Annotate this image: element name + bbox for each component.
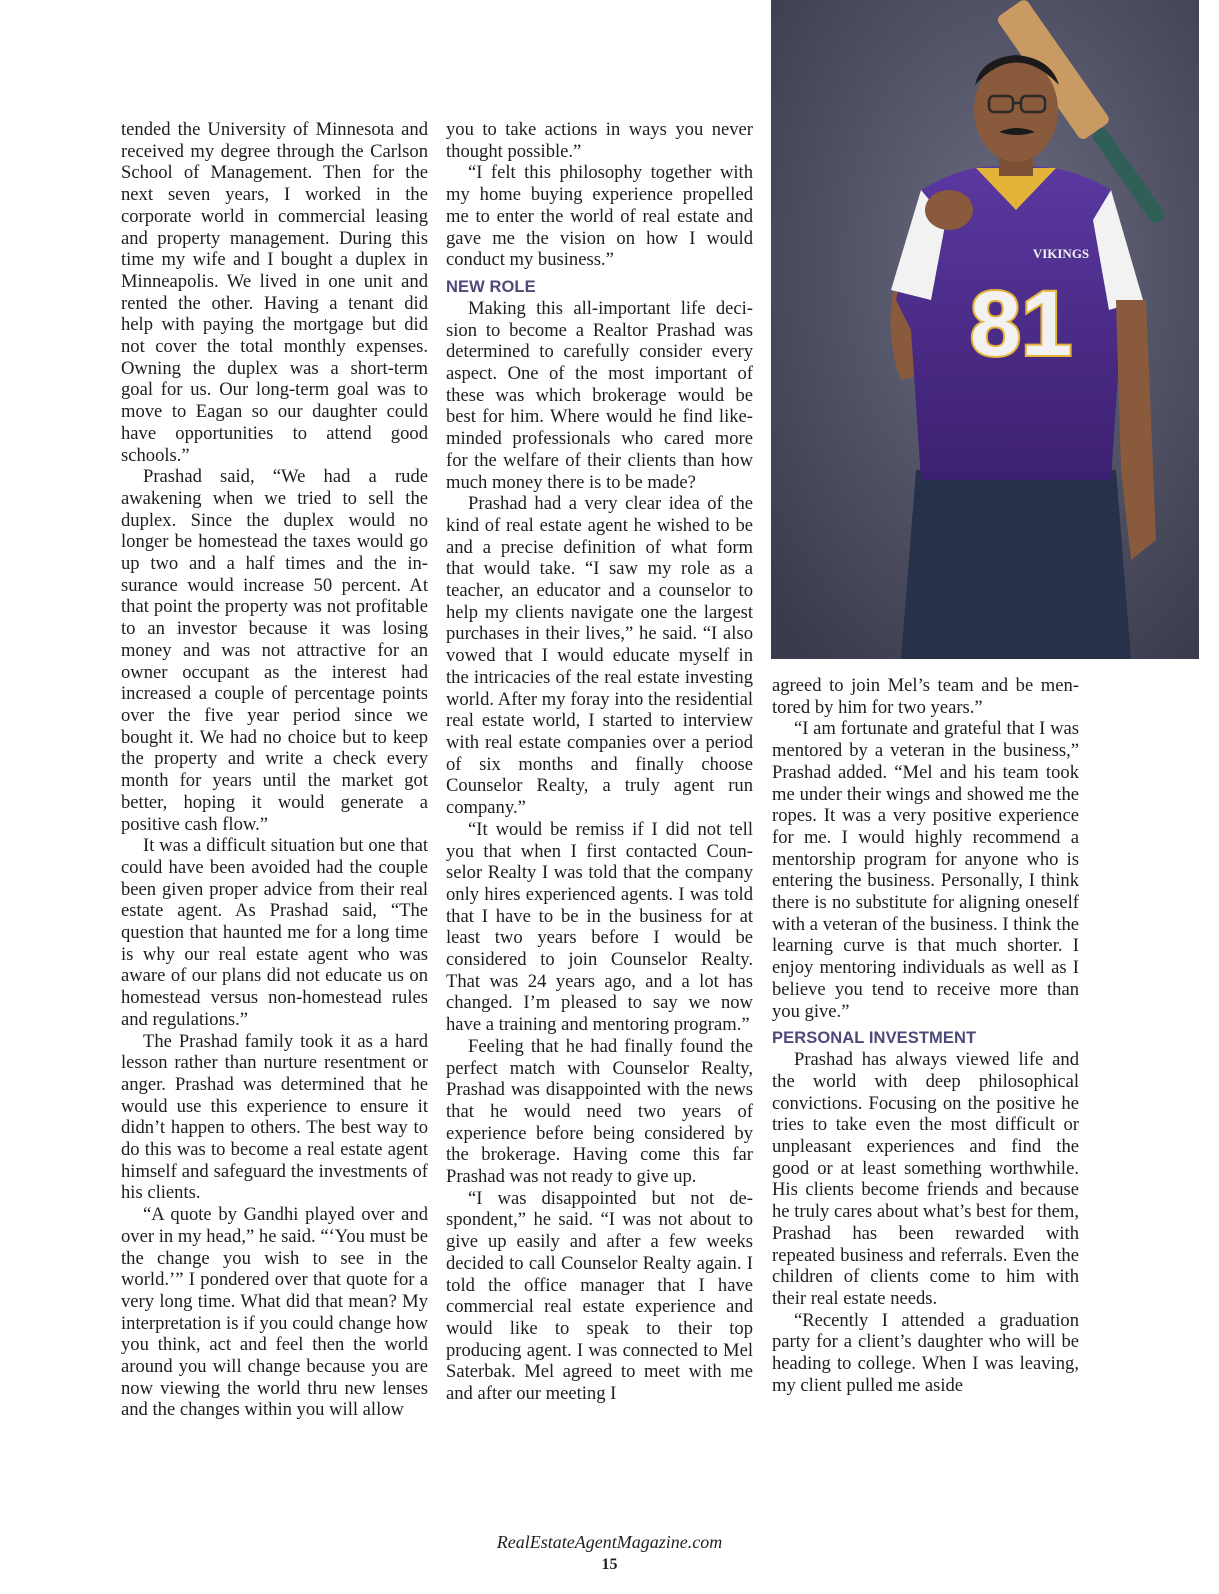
article-column-1	[121, 119, 428, 1421]
portrait-illustration	[771, 0, 1199, 659]
jersey-number: 81	[969, 273, 1073, 375]
article-column-3	[772, 675, 1079, 1397]
paragraph: Prashad said, “We had a rude awakening when we tried to sell the duplex. Since the duplex would no longer be homestead the taxes would go up two and a half times and the insurance would increase 50 percent. At that point the property was not profitable to an investor because it was losing money and was not attractive for an owner occupant as the interest had increased a couple of percentage points over the five year period since we bought it. We had no choice but to keep the property and write a check every month for years until the market got better, hoping it would generate a positive cash flow.”	[121, 466, 428, 835]
article-column-2	[446, 119, 753, 1405]
paragraph: “Recently I attended a graduation party for a client’s daughter who will be heading to college. When I was leaving, my client pulled me aside	[772, 1309, 1079, 1396]
paragraph: “A quote by Gandhi played over and over in my head,” he said. “‘You must be the change you wish to see in the world.’” I pondered over that quote for a very long time. What did that mean? My interpretation is if you could change how you think, act and feel then the world around you will change because you are now viewing the world thru new lenses and the changes within you will allow	[121, 1204, 428, 1421]
paragraph: tended the University of Minnesota and received my degree through the Carlson School of Management. Then for the next seven years, I worked in the corporate world in commercial leasing and property management. During this time my wife and I bought a duplex in Minneapolis. We lived in one unit and rented the other. Having a tenant did help with paying the mortgage but did not cover the total monthly expenses. Owning the duplex was a short-term goal for us. Our long-term goal was to move to Eagan so our daughter could have opportunities to attend good schools.”	[121, 119, 428, 466]
paragraph: The Prashad family took it as a hard lesson rather than nurture resentment or anger. Prashad was determined that he would use this experience to ensure it didn’t happen to others. The best way to do this was to become a real estate agent himself and safeguard the investments of his clients.	[121, 1030, 428, 1204]
paragraph: “I was disappointed but not despondent,” he said. “I was not about to give up easily and after a few weeks decided to call Counselor Realty again. I told the office manager that I have commercial real estate experience and would like to speak to their top producing agent. I was connected to Mel Saterbak. Mel agreed to meet with me and after our meeting I	[446, 1187, 753, 1405]
paragraph: “I felt this philosophy together with my home buying experience propelled me to enter the world of real estate and gave me the vision on how I would conduct my business.”	[446, 162, 753, 271]
paragraph: “I am fortunate and grateful that I was mentored by a veteran in the business,” Prashad added. “Mel and his team took me under their wings and showed me the ropes. It was a very positive experience for me. I would highly recommend a mentorship program for anyone who is entering the business. Personally, I think there is no substitute for aligning oneself with a veteran of the business. I think the learning curve is that much shorter. I enjoy mentoring individuals as well as I believe you tend to receive more than you give.”	[772, 718, 1079, 1022]
paragraph: Feeling that he had finally found the perfect match with Counselor Realty, Prashad was disappointed with the news that he would need two years of experience before being considered by the brokerage. Having come this far Prashad was not ready to give up.	[446, 1035, 753, 1188]
section-heading-new-role: NEW ROLE	[446, 277, 536, 296]
jeans	[901, 470, 1131, 659]
paragraph: Prashad had a very clear idea of the kind of real estate agent he wished to be and a precise definition of what form that would take. “I saw my role as a teacher, an educator and a counselor to help my clients navigate one the largest purchases in their lives,” he said. “I also vowed that I would educate myself in the intricacies of the real estate investing world. After my foray into the residential real estate world, I started to interview with real estate companies over a period of six months and finally choose Counselor Realty, a truly agent run company.”	[446, 493, 753, 819]
page-number: 15	[601, 1556, 618, 1573]
portrait-photo	[771, 0, 1199, 659]
paragraph: agreed to join Mel’s team and be mentored by him for two years.”	[772, 675, 1079, 718]
paragraph: Prashad has always viewed life and the world with deep philosophical convictions. Focusing on the positive he tries to take even the most difficult or unpleasant experiences and find the good or at least something worthwhile. His clients become friends and because he truly cares about what’s best for them, Prashad has been rewarded with repeated business and referrals. Even the children of clients come to him with their real estate needs.	[772, 1049, 1079, 1309]
paragraph: “It would be remiss if I did not tell you that when I first contacted Counselor Realty I was told that the company only hires experienced agents. I was told that I have to be in the business for at least two years before I would be considered to join Counselor Realty. That was 24 years ago, and a lot has changed. I’m pleased to say we now have a training and mentoring program.”	[446, 818, 753, 1036]
hand	[925, 190, 973, 230]
paragraph: It was a difficult situation but one that could have been avoided had the couple been given proper advice from their real estate agent. As Prashad said, “The question that haunted me for a long time is why our real estate agent who was aware of our plans did not educate us on homestead versus non-homestead rules and regulations.”	[121, 835, 428, 1030]
paragraph: you to take actions in ways you never thought possible.”	[446, 119, 753, 162]
paragraph: Making this all-important life decision to become a Realtor Prashad was determined to carefully consider every aspect. One of the most important of these was which brokerage would be best for him. Where would he find like-minded professionals who cared more for the welfare of their clients than how much money there is to be made?	[446, 297, 753, 493]
section-heading-personal-investment: PERSONAL INVESTMENT	[772, 1029, 977, 1048]
footer-website: RealEstateAgentMagazine.com	[496, 1532, 723, 1552]
jersey-wordmark: VIKINGS	[1032, 246, 1090, 261]
